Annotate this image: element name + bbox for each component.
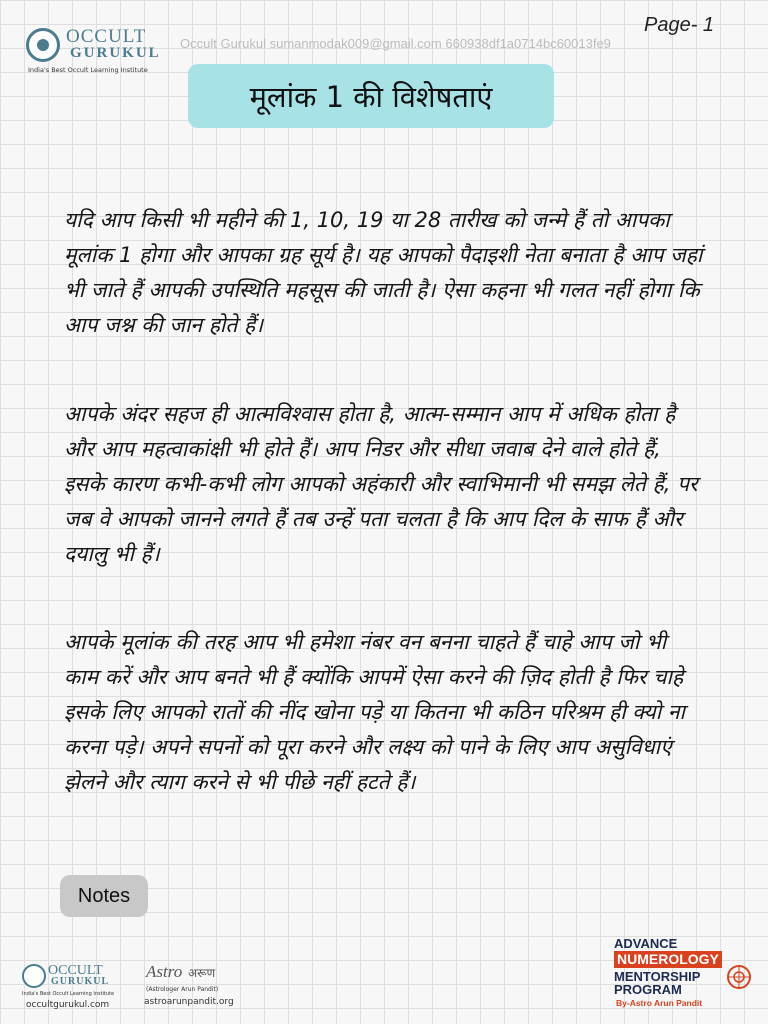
program-line4: PROGRAM [614, 982, 682, 997]
page-title: मूलांक 1 की विशेषताएं [249, 79, 493, 114]
om-logo-icon [26, 28, 60, 62]
program-line1: ADVANCE [614, 936, 678, 951]
astro-logo-text: Astro [146, 962, 183, 981]
footer-logo-line1: OCCULT [48, 963, 103, 978]
paragraph-1: यदि आप किसी भी महीने की 1, 10, 19 या 28 तारीख को जन्मे हैं तो आपका मूलांक 1 होगा और आपका ग्रह सूर्य है। यह आपको पैदाइशी नेता बनाता है आप जहां भी जाते हैं आपकी उपस्थिति महसूस की जाती है। ऐसा कहना भी गलत नहीं होगा कि आप जश्न की जान होते हैं। [64, 208, 703, 337]
notes-label: Notes [60, 875, 148, 917]
page-number: Page- 1 [644, 14, 715, 36]
paragraph-2: आपके अंदर सहज ही आत्मविश्वास होता है, आत्म-सम्मान आप में अधिक होता है और आप महत्वाकांक्षी भी होते हैं। आप निडर और सीधा जवाब देने वाले होते हैं, इसके कारण कभी-कभी लोग आपको अहंकारी और स्वाभिमानी भी समझ लेते हैं, पर जब वे आपको जानने लगते हैं तब उन्हें पता चलता है कि आप दिल के साफ हैं और दयालु भी हैं। [64, 402, 698, 566]
footer-occult-url: occultgurukul.com [26, 1000, 110, 1010]
occult-gurukul-logo [26, 26, 186, 76]
watermark-text: Occult Gurukul sumanmodak009@gmail.com 660938df1a0714bc60013fe9 [180, 36, 611, 51]
astro-url: astroarunpandit.org [144, 997, 234, 1007]
footer-logo-tagline: India's Best Occult Learning Institute [22, 991, 115, 997]
footer-astro-logo [142, 962, 242, 1014]
paragraph-3: आपके मूलांक की तरह आप भी हमेशा नंबर वन बनना चाहते हैं चाहे आप जो भी काम करें और आप बनते भी हैं क्योंकि आपमें ऐसा करने की ज़िद होती है फिर चाहे इसके लिए आपको रातों की नींद खोना पड़े या कितना भी कठिन परिश्रम ही क्यो ना करना पड़े। अपने सपनों को पूरा करने और लक्ष्य को पाने के लिए आप असुविधाएं झेलने और त्याग करने से भी पीछे नहीं हटते हैं। [64, 630, 685, 794]
title-banner [188, 64, 554, 128]
program-line2: NUMEROLOGY [614, 951, 722, 968]
astro-subtitle: (Astrologer Arun Pandit) [146, 986, 219, 993]
logo-line1: OCCULT [66, 26, 147, 47]
logo-line2: GURUKUL [70, 45, 161, 61]
numerology-program-badge [614, 936, 754, 1018]
program-line5: By-Astro Arun Pandit [616, 998, 703, 1008]
logo-tagline: India's Best Occult Learning Institute [28, 66, 148, 74]
footer-occult-logo [22, 964, 142, 1014]
astro-logo-hindi: अरूण [188, 966, 216, 980]
footer-logo-line2: GURUKUL [51, 976, 110, 987]
numerology-symbol-icon [726, 964, 752, 990]
program-line3: MENTORSHIP [614, 969, 701, 984]
om-logo-icon [22, 964, 46, 988]
